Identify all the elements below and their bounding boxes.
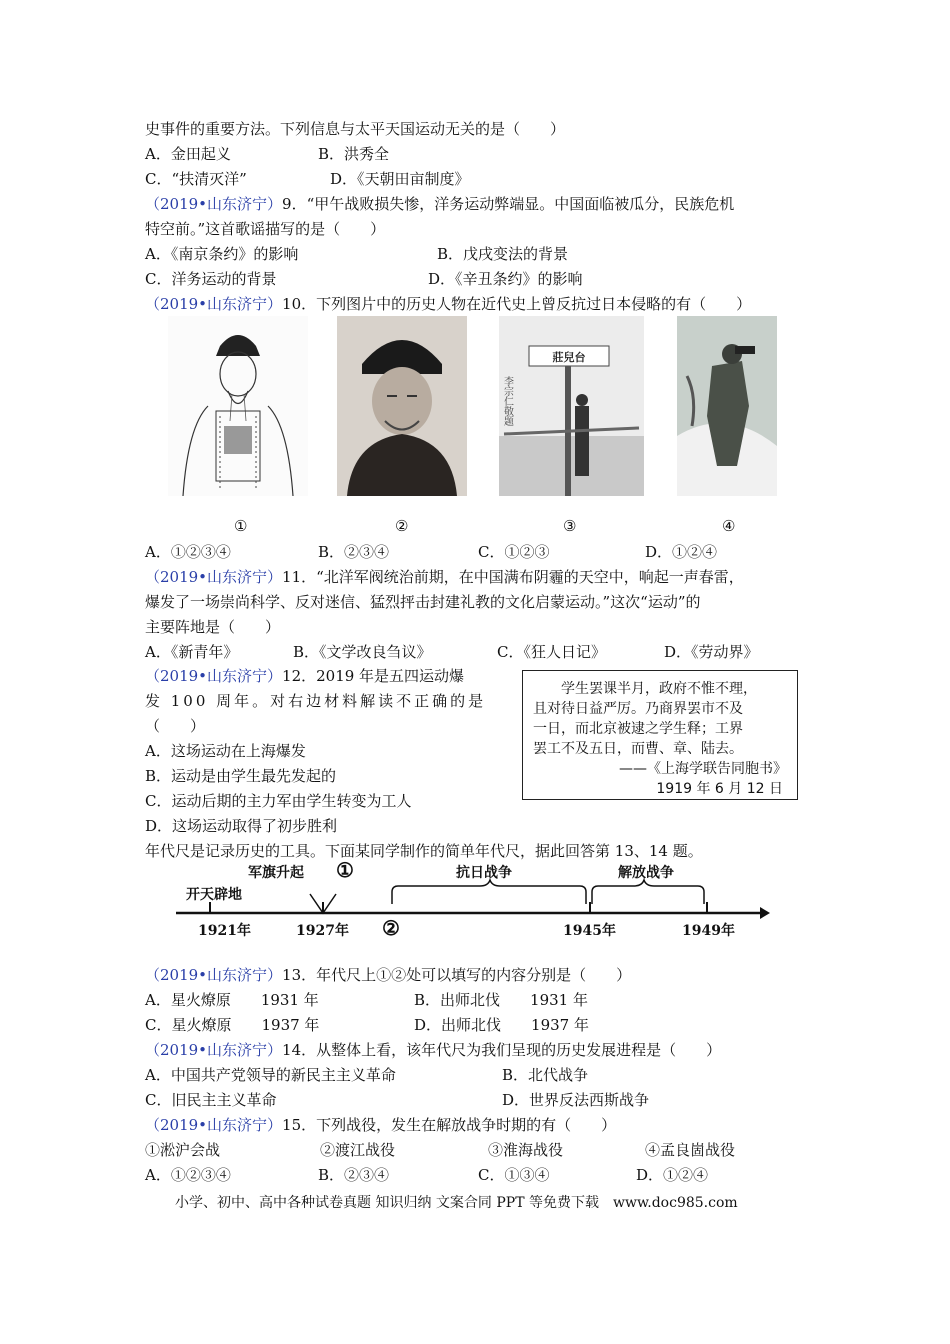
q11-option-a: A．《新青年》 — [145, 643, 239, 661]
q9-stem-line2: 特空前。”这首歌谣描写的是（ ） — [145, 220, 386, 238]
q11-source: （2019•山东济宁） — [145, 568, 283, 586]
q12-source: （2019•山东济宁） — [145, 667, 283, 685]
q15-option-b: B．②③④ — [318, 1166, 390, 1184]
q9-option-a: A．《南京条约》的影响 — [145, 245, 299, 263]
q11-stem-line1 — [145, 567, 744, 587]
q13-option-a: A．星火燎原 1931 年 — [145, 991, 319, 1009]
q10-source: （2019•山东济宁） — [145, 295, 283, 313]
material-line-4: 罢工不及五日，而曹、章、陆去。 — [533, 741, 743, 757]
q12-option-a: A．这场运动在上海爆发 — [145, 742, 306, 760]
photo-man-beside-sign — [499, 316, 644, 496]
q14-option-d: D．世界反法西斯战争 — [502, 1091, 650, 1109]
photo-caption-4: ④ — [722, 517, 736, 535]
timeline-label-liberation: 解放战争 — [618, 865, 674, 881]
timeline-label-anti-japan: 抗日战争 — [456, 865, 512, 881]
q8-option-b: B．洪秀全 — [318, 145, 390, 163]
q9-stem-text: 9．“甲午战败损失惨，洋务运动弊端显。中国面临被瓜分，民族危机 — [282, 195, 735, 213]
q12-option-c: C．运动后期的主力军由学生转变为工人 — [145, 792, 412, 810]
q14-source: （2019•山东济宁） — [145, 1041, 283, 1059]
q12-stem-line2: 发 100 周年。对右边材料解读不正确的是 — [145, 692, 487, 710]
timeline-year-1921: 1921年 — [198, 923, 251, 939]
q12-stem-line3: （ ） — [145, 717, 206, 735]
material-line-2: 且对待日益严厉。乃商界罢市不及 — [533, 701, 743, 717]
q9-option-d: D．《辛丑条约》的影响 — [428, 270, 583, 288]
q8-option-a: A．金田起义 — [145, 145, 231, 163]
q9-option-b: B．戊戌变法的背景 — [437, 245, 569, 263]
q11-stem-line2: 爆发了一场崇尚科学、反对迷信、猛烈抨击封建礼教的文化启蒙运动。”这次“运动”的 — [145, 593, 701, 611]
q12-stem-line1 — [145, 666, 464, 686]
timeline-year-1927: 1927年 — [296, 923, 349, 939]
material-line-3: 一日，而北京被逮之学生释；工界 — [533, 721, 743, 737]
q15-item-1: ①淞沪会战 — [145, 1141, 221, 1159]
q11-option-c: C．《狂人日记》 — [497, 643, 606, 661]
q12-material-box — [522, 670, 798, 800]
q13-option-c: C．星火燎原 1937 年 — [145, 1016, 320, 1034]
timeline-year-1949: 1949年 — [682, 923, 735, 939]
timeline-label-army-flag: 军旗升起 — [248, 865, 304, 881]
q15-source: （2019•山东济宁） — [145, 1116, 283, 1134]
material-date: 1919 年 6 月 12 日 — [656, 781, 783, 797]
q15-stem — [145, 1115, 616, 1135]
q15-item-4: ④孟良崮战役 — [645, 1141, 736, 1159]
q15-option-d: D．①②④ — [636, 1166, 709, 1184]
q15-stem-text: 15．下列战役，发生在解放战争时期的有（ ） — [282, 1116, 617, 1134]
q13-stem-text: 13．年代尺上①②处可以填写的内容分别是（ ） — [282, 966, 632, 984]
q14-stem — [145, 1040, 721, 1060]
q15-item-2: ②渡江战役 — [320, 1141, 396, 1159]
timeline-label-founding: 开天辟地 — [186, 887, 242, 903]
q11-option-b: B．《文学改良刍议》 — [293, 643, 432, 661]
q14-option-c: C．旧民主主义革命 — [145, 1091, 277, 1109]
q9-source: （2019•山东济宁） — [145, 195, 283, 213]
q10-option-b: B．②③④ — [318, 543, 390, 561]
photo-caption-2: ② — [395, 517, 409, 535]
q15-item-3: ③淮海战役 — [488, 1141, 564, 1159]
q13-option-b: B．出师北伐 1931 年 — [414, 991, 588, 1009]
q13-option-d: D．出师北伐 1937 年 — [414, 1016, 589, 1034]
svg-text:李宗仁敬题: 李宗仁敬题 — [501, 376, 513, 426]
q12-option-b: B．运动是由学生最先发起的 — [145, 767, 337, 785]
timeline-blank-1: ① — [336, 858, 354, 882]
q10-option-d: D．①②④ — [645, 543, 718, 561]
q14-stem-text: 14．从整体上看，该年代尺为我们呈现的历史发展进程是（ ） — [282, 1041, 722, 1059]
q10-option-c: C．①②③ — [478, 543, 550, 561]
photo-caption-1: ① — [234, 517, 248, 535]
photo-qing-official-drawing — [168, 316, 308, 496]
photo3-sign-text: 莊兒台 — [552, 351, 586, 364]
q12-stem-text: 12．2019 年是五四运动爆 — [282, 667, 465, 685]
q11-stem-text: 11．“北洋军阀统治前期，在中国满布阴霾的天空中，响起一声春雷， — [282, 568, 744, 586]
material-line-1: 学生罢课半月，政府不惟不理， — [561, 681, 757, 697]
timeline-blank-2: ② — [382, 916, 400, 940]
q8-option-c: C．“扶清灭洋” — [145, 170, 247, 188]
q14-option-a: A．中国共产党领导的新民主主义革命 — [145, 1066, 396, 1084]
q12-option-d: D．这场运动取得了初步胜利 — [145, 817, 338, 835]
q11-option-d: D．《劳动界》 — [664, 643, 759, 661]
q10-stem — [145, 294, 751, 314]
material-source: ——《上海学联告同胞书》 — [619, 761, 787, 777]
page-footer: 小学、初中、高中各种试卷真题 知识归纳 文案合同 PPT 等免费下载 www.doc985.com — [175, 1195, 738, 1211]
q14-option-b: B．北代战争 — [502, 1066, 589, 1084]
q13-source: （2019•山东济宁） — [145, 966, 283, 984]
q15-option-a: A．①②③④ — [145, 1166, 231, 1184]
q9-option-c: C．洋务运动的背景 — [145, 270, 277, 288]
q10-stem-text: 10．下列图片中的历史人物在近代史上曾反抗过日本侵略的有（ ） — [282, 295, 752, 313]
photo-qing-portrait — [337, 316, 467, 496]
timeline-diagram — [170, 860, 780, 950]
q9-stem-line1 — [145, 194, 734, 214]
q11-stem-line3: 主要阵地是（ ） — [145, 618, 281, 636]
timeline-intro: 年代尺是记录历史的工具。下面某同学制作的简单年代尺，据此回答第 13、14 题。 — [145, 842, 703, 860]
timeline-year-1945: 1945年 — [563, 923, 616, 939]
photo-caption-3: ③ — [563, 517, 577, 535]
q8-option-d: D．《天朝田亩制度》 — [330, 170, 470, 188]
q8-stem: 史事件的重要方法。下列信息与太平天国运动无关的是（ ） — [145, 120, 566, 138]
q13-stem — [145, 965, 631, 985]
q15-option-c: C．①③④ — [478, 1166, 550, 1184]
q10-option-a: A．①②③④ — [145, 543, 231, 561]
photo-soldier-binoculars — [677, 316, 777, 496]
